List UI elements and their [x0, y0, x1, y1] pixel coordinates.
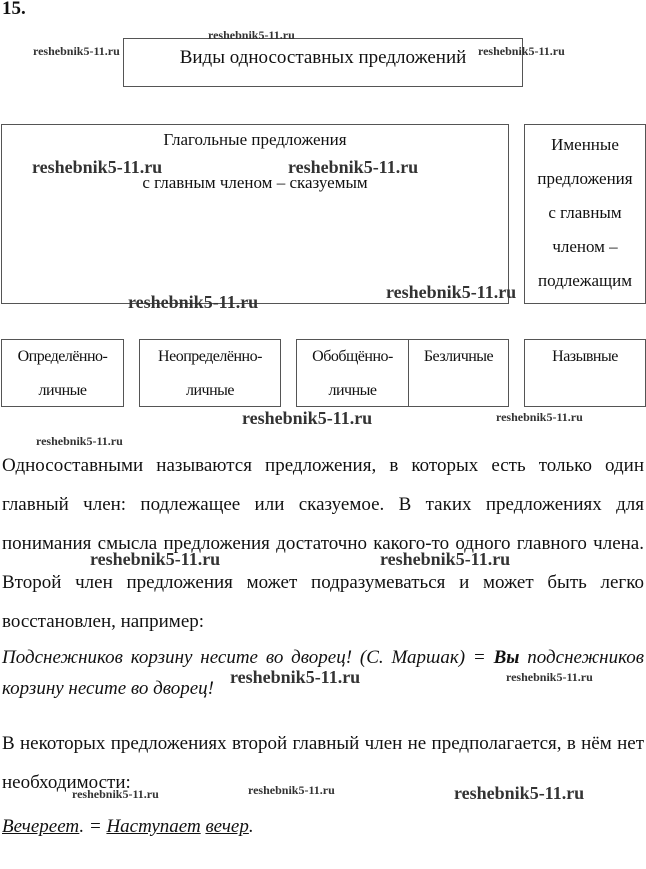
watermark: reshebnik5-11.ru: [380, 549, 511, 569]
type-label: личные: [185, 382, 234, 399]
watermark: reshebnik5-11.ru: [248, 783, 335, 797]
watermark: reshebnik5-11.ru: [478, 44, 565, 58]
type-label: Определённо-: [17, 348, 108, 365]
diagram-title-box: [123, 38, 523, 87]
watermark: reshebnik5-11.ru: [36, 434, 123, 448]
nominal-line: предложения: [537, 169, 633, 188]
example-rest: подснежников корзину несите во дворец!: [2, 647, 644, 699]
type-label: личные: [328, 382, 377, 399]
example-word-underlined: вечер: [205, 816, 249, 837]
watermark: reshebnik5-11.ru: [454, 783, 585, 803]
watermark: reshebnik5-11.ru: [506, 670, 593, 684]
nominal-line: Именные: [551, 135, 619, 154]
type-label: Неопределённо-: [158, 348, 262, 365]
watermark: reshebnik5-11.ru: [288, 157, 419, 177]
nominal-line: подлежащим: [537, 271, 633, 290]
diagram-title: Виды односоставных предложений: [179, 47, 467, 68]
paragraph-definition: Односоставными называются предложения, в которых есть только один главный член: подлежащее или сказуемое. В таких предложениях для понимания смысла предложения достаточно какого-то одного главного члена. Второй член предложения может подразумеваться и может быть легко восстановлен, например:: [2, 455, 644, 632]
type-box-definite-personal: [1, 339, 124, 407]
paragraph-no-second-member: В некоторых предложениях второй главный член не предполагается, в нём нет необходимости:: [2, 733, 644, 793]
example-word-underlined: Вечереет: [2, 816, 80, 837]
type-box-indefinite-personal: [139, 339, 281, 407]
example-text: Подснежников корзину несите во дворец! (С. Маршак) =: [2, 647, 494, 668]
nominal-line: членом –: [552, 237, 618, 256]
watermark: reshebnik5-11.ru: [32, 157, 163, 177]
type-label: Назывные: [552, 348, 618, 365]
type-box-generalized-personal: [296, 339, 409, 407]
example-separator: . =: [79, 816, 107, 837]
nominal-sentences-box: [524, 124, 646, 304]
watermark: reshebnik5-11.ru: [242, 408, 373, 428]
watermark: reshebnik5-11.ru: [90, 549, 221, 569]
nominal-line: с главным: [548, 203, 622, 222]
type-box-nominative: [524, 339, 646, 407]
watermark: reshebnik5-11.ru: [128, 292, 259, 312]
type-label: личные: [38, 382, 87, 399]
problem-number: 15.: [2, 0, 26, 19]
watermark: reshebnik5-11.ru: [72, 787, 159, 801]
example-word-underlined: Наступает: [106, 816, 201, 837]
verbal-subtitle: с главным членом – сказуемым: [142, 173, 368, 192]
type-box-impersonal: [408, 339, 509, 407]
verbal-sentences-box: [1, 124, 509, 304]
example-sentence-2: [2, 807, 644, 846]
type-label: Обобщённо-: [312, 348, 393, 365]
type-label: Безличные: [423, 348, 494, 365]
nominal-text: [525, 128, 645, 298]
verbal-title: Глагольные предложения: [163, 130, 347, 149]
watermark: reshebnik5-11.ru: [496, 410, 583, 424]
watermark: reshebnik5-11.ru: [386, 282, 517, 302]
example-separator: .: [248, 816, 254, 837]
example-bold-word: Вы: [493, 647, 520, 668]
watermark: reshebnik5-11.ru: [208, 28, 295, 42]
watermark: reshebnik5-11.ru: [33, 44, 120, 58]
watermark: reshebnik5-11.ru: [230, 667, 361, 687]
